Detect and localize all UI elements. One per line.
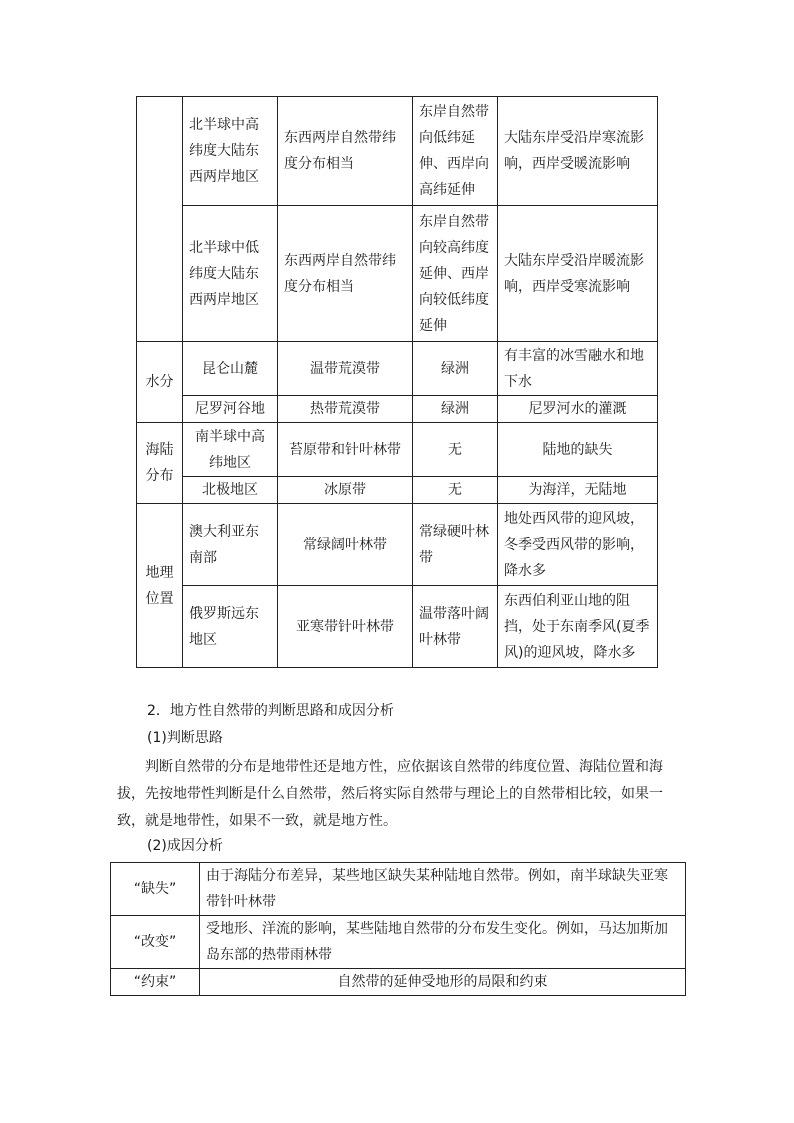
paragraph: 判断自然带的分布是地带性还是地方性，应依据该自然带的纬度位置、海陆位置和海拔，先按地带性判断是什么自然带，然后将实际自然带与理论上的自然带相比较，如果一致，就是地带性，如果不一致，就是地方性。	[117, 759, 663, 829]
region-cell: 俄罗斯远东地区	[183, 586, 278, 668]
region-cell: 北半球中低纬度大陆东西两岸地区	[183, 206, 278, 342]
cause-cell: 为海洋，无陆地	[498, 477, 658, 504]
phenomenon-cell: 冰原带	[278, 477, 413, 504]
cause-text-cell: 由于海陆分布差异，某些地区缺失某种陆地自然带。例如，南半球缺失亚寒带针叶林带	[200, 863, 686, 916]
table-row	[111, 916, 686, 969]
section-heading: 2．地方性自然带的判断思路和成因分析	[147, 703, 394, 719]
table-row	[137, 97, 658, 206]
factor-cell: 地理位置	[137, 504, 183, 668]
cause-cell: 尼罗河水的灌溉	[498, 396, 658, 423]
phenomenon-cell: 东西两岸自然带纬度分布相当	[278, 206, 413, 342]
cause-cell: 大陆东岸受沿岸寒流影响，西岸受暖流影响	[498, 97, 658, 206]
table-row	[137, 423, 658, 477]
table-row	[137, 477, 658, 504]
distribution-cell: 绿洲	[413, 342, 498, 396]
table-row	[137, 342, 658, 396]
distribution-cell: 无	[413, 423, 498, 477]
cause-analysis-table	[110, 862, 686, 996]
cause-cell: 有丰富的冰雪融水和地下水	[498, 342, 658, 396]
distribution-cell: 无	[413, 477, 498, 504]
cause-text-cell: 自然带的延伸受地形的局限和约束	[200, 969, 686, 996]
region-cell: 昆仑山麓	[183, 342, 278, 396]
cause-label-cell: “改变”	[111, 916, 200, 969]
subheading-cause: (2)成因分析	[147, 838, 223, 854]
cause-label-cell: “缺失”	[111, 863, 200, 916]
table-row	[137, 586, 658, 668]
table-row	[137, 206, 658, 342]
distribution-cell: 东岸自然带向较高纬度延伸、西岸向较低纬度延伸	[413, 206, 498, 342]
phenomenon-cell: 温带荒漠带	[278, 342, 413, 396]
phenomenon-cell: 东西两岸自然带纬度分布相当	[278, 97, 413, 206]
region-cell: 尼罗河谷地	[183, 396, 278, 423]
cause-label-cell: “约束”	[111, 969, 200, 996]
distribution-cell: 东岸自然带向低纬延伸、西岸向高纬延伸	[413, 97, 498, 206]
cause-text-cell: 受地形、洋流的影响，某些陆地自然带的分布发生变化。例如，马达加斯加岛东部的热带雨林带	[200, 916, 686, 969]
region-cell: 澳大利亚东南部	[183, 504, 278, 586]
factor-cell: 水分	[137, 342, 183, 423]
phenomenon-cell: 苔原带和针叶林带	[278, 423, 413, 477]
factor-cell: 海陆分布	[137, 423, 183, 504]
natural-zone-table	[136, 96, 658, 668]
region-cell: 北极地区	[183, 477, 278, 504]
distribution-cell: 常绿硬叶林带	[413, 504, 498, 586]
cause-cell: 地处西风带的迎风坡，冬季受西风带的影响，降水多	[498, 504, 658, 586]
cause-cell: 东西伯利亚山地的阻挡，处于东南季风(夏季风)的迎风坡，降水多	[498, 586, 658, 668]
cause-cell: 陆地的缺失	[498, 423, 658, 477]
region-cell: 南半球中高纬地区	[183, 423, 278, 477]
distribution-cell: 绿洲	[413, 396, 498, 423]
distribution-cell: 温带落叶阔叶林带	[413, 586, 498, 668]
table-row	[111, 969, 686, 996]
region-cell: 北半球中高纬度大陆东西两岸地区	[183, 97, 278, 206]
phenomenon-cell: 亚寒带针叶林带	[278, 586, 413, 668]
phenomenon-cell: 热带荒漠带	[278, 396, 413, 423]
cause-cell: 大陆东岸受沿岸暖流影响，西岸受寒流影响	[498, 206, 658, 342]
subheading-judgment: (1)判断思路	[147, 730, 223, 746]
table-row	[111, 863, 686, 916]
phenomenon-cell: 常绿阔叶林带	[278, 504, 413, 586]
factor-cell-empty	[137, 97, 183, 342]
table-row	[137, 396, 658, 423]
table-row	[137, 504, 658, 586]
